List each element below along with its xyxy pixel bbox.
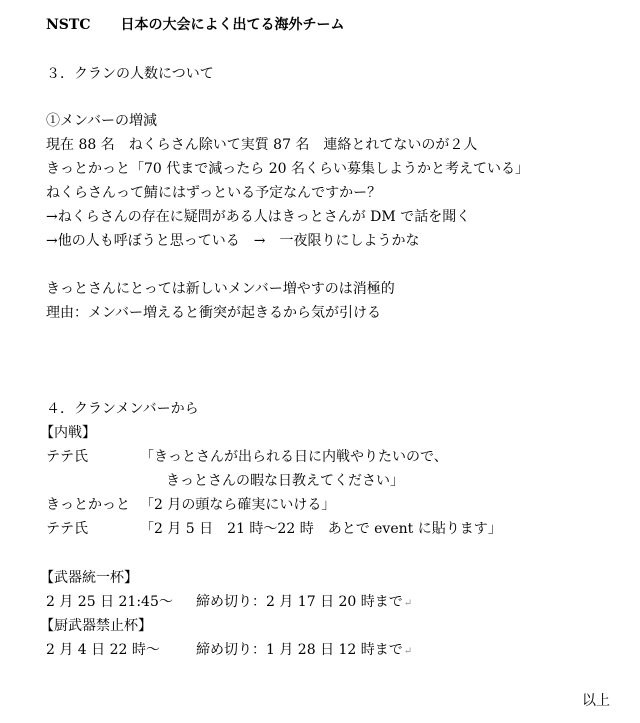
buki-label: 【武器統一杯】 xyxy=(40,570,138,586)
opinion-line-1: きっとさんにとっては新しいメンバー増やすのは消極的 xyxy=(46,281,395,297)
end-mark: 以上 xyxy=(582,693,610,709)
paragraph-return-icon: ↵ xyxy=(403,598,413,609)
section-3-heading: ３．クランの人数について xyxy=(46,66,214,82)
opinion-line-2: 理由：メンバー増えると衝突が起きるから気が引ける xyxy=(46,305,382,321)
member-line-5: →他の人も呼ぼうと思っている → 一夜限りにしようかな xyxy=(46,233,420,249)
tete-quote-1-line-2: きっとさんの暇な日教えてください」 xyxy=(166,473,404,489)
section-4-heading: ４．クランメンバーから xyxy=(46,401,199,417)
member-line-1: 現在 88 名 ねくらさん除いて実質 87 名 連絡とれてないのが２人 xyxy=(46,137,478,153)
document-title xyxy=(46,16,344,34)
member-heading: ①メンバーの増減 xyxy=(46,113,158,129)
tete-quote-1-line-1: 「きっとさんが出られる日に内戦やりたいので、 xyxy=(140,449,448,465)
kuriya-deadline-text: 締め切り：1 月 28 日 12 時まで xyxy=(196,642,403,658)
kuriya-deadline xyxy=(196,641,412,661)
tete-quote-2: 「2 月 5 日 21 時～22 時 あとで event に貼ります」 xyxy=(140,521,502,537)
kitto-quote: 「2 月の頭なら確実にいける」 xyxy=(140,497,336,513)
member-line-3: ねくらさんって鯖にはずっといる予定なんですかー？ xyxy=(46,185,382,201)
buki-deadline-text: 締め切り：2 月 17 日 20 時まで xyxy=(196,594,403,610)
kitto-speaker: きっとかっと xyxy=(46,497,130,513)
kuriya-date: 2 月 4 日 22 時～ xyxy=(46,642,160,658)
tete-speaker-2: テテ氏 xyxy=(46,521,88,537)
member-line-2: きっとかっと「70 代まで減ったら 20 名くらい募集しようかと考えている」 xyxy=(46,161,529,177)
tete-speaker-1: テテ氏 xyxy=(46,449,88,465)
naisen-label: 【内戦】 xyxy=(40,425,96,441)
paragraph-return-icon: ↵ xyxy=(403,646,413,657)
title-prefix: NSTC xyxy=(46,17,91,33)
buki-date: 2 月 25 日 21:45～ xyxy=(46,594,173,610)
member-line-4: →ねくらさんの存在に疑問がある人はきっとさんが DM で話を聞く xyxy=(46,209,471,225)
title-text: 日本の大会によく出てる海外チーム xyxy=(120,17,345,33)
kuriya-label: 【厨武器禁止杯】 xyxy=(40,618,152,634)
buki-deadline xyxy=(196,593,412,613)
